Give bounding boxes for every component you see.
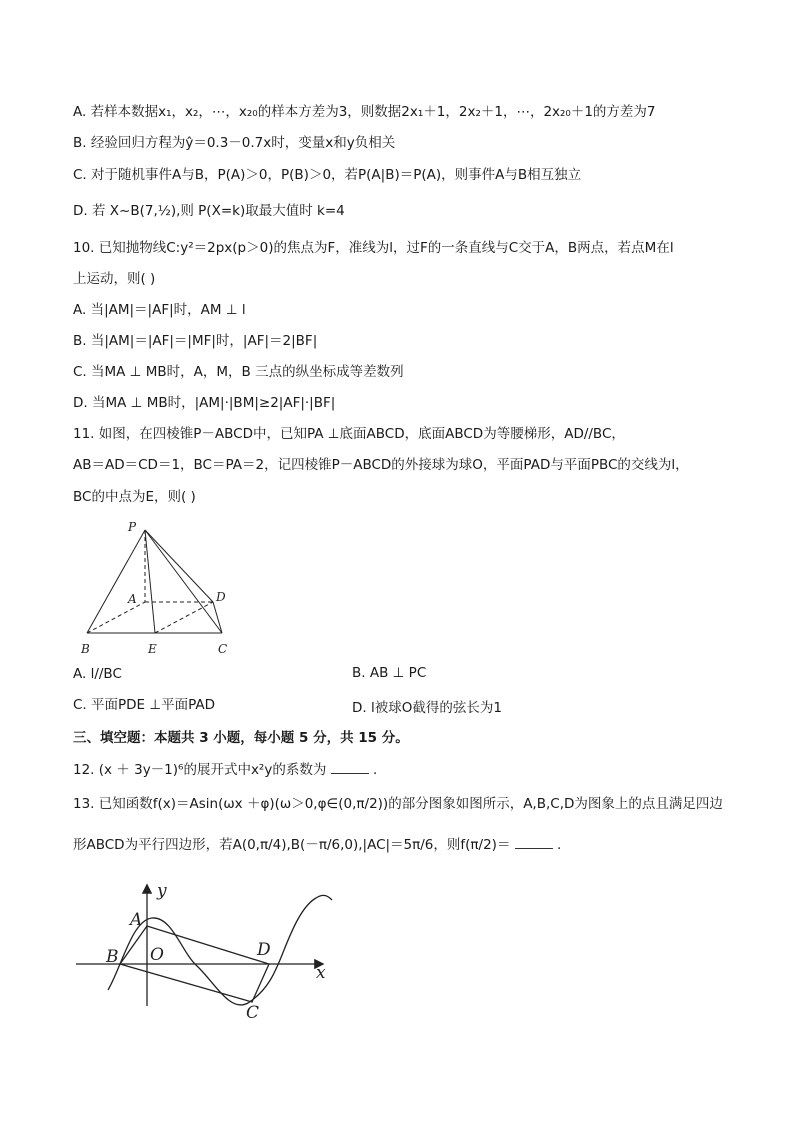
sine-graph-figure (70, 878, 340, 1023)
q12-answer-blank[interactable] (331, 761, 369, 774)
q11-option-c: C. 平面PDE ⊥平面PAD (73, 697, 216, 713)
label-a: A (128, 592, 137, 606)
label-b: B (81, 642, 90, 656)
label-c: C (218, 642, 228, 656)
label-e: E (148, 642, 157, 656)
q10-option-b: B. 当|AM|＝|AF|＝|MF|时，|AF|＝2|BF| (73, 333, 318, 349)
q9-option-c: C. 对于随机事件A与B，P(A)＞0，P(B)＞0，若P(A|B)＝P(A)，则事件A与B相互独立 (73, 167, 582, 183)
section-3-heading: 三、填空题：本题共 3 小题，每小题 5 分，共 15 分。 (73, 730, 409, 746)
q10-option-c: C. 当MA ⊥ MB时，A，M，B 三点的纵坐标成等差数列 (73, 364, 404, 380)
q10-stem-line2: 上运动，则( ) (73, 271, 156, 287)
q12-end: . (372, 762, 378, 778)
q13-line2 (73, 836, 561, 854)
q13-end: . (557, 837, 562, 853)
q10-option-d: D. 当MA ⊥ MB时，|AM|·|BM|≥2|AF|·|BF| (73, 395, 336, 411)
label-d-point: D (257, 940, 271, 960)
q13-answer-blank[interactable] (515, 836, 553, 849)
q11-stem-line3: BC的中点为E，则( ) (73, 489, 196, 505)
q13-stem-line2: 形ABCD为平行四边形，若A(0,π/4),B(－π/6,0),|AC|＝5π/6，则f(π/2)＝ (73, 837, 511, 853)
q9-option-b: B. 经验回归方程为ŷ＝0.3－0.7x时，变量x和y负相关 (73, 135, 396, 151)
label-c-point: C (246, 1003, 260, 1023)
q11-option-a: A. l//BC (73, 666, 122, 682)
pyramid-figure (75, 515, 245, 660)
label-d: D (216, 590, 226, 604)
label-o: O (150, 945, 164, 965)
label-y: y (157, 881, 167, 901)
q11-stem-line1: 11. 如图，在四棱锥P－ABCD中，已知PA ⊥底面ABCD，底面ABCD为等腰梯形，AD//BC， (73, 426, 625, 442)
q11-option-b: B. AB ⊥ PC (352, 665, 427, 681)
q9-option-d: D. 若 X~B(7,½),则 P(X=k)取最大值时 k=4 (73, 203, 345, 219)
label-x: x (316, 963, 326, 983)
label-p: P (128, 520, 137, 534)
label-b-point: B (106, 947, 119, 967)
q12-line (73, 761, 377, 779)
q11-stem-line2: AB＝AD＝CD＝1，BC＝PA＝2，记四棱锥P－ABCD的外接球为球O，平面PAD与平面PBC的交线为l， (73, 457, 689, 473)
q10-stem-line1: 10. 已知抛物线C:y²＝2px(p＞0)的焦点为F，准线为l，过F的一条直线与C交于A，B两点，若点M在l (73, 240, 674, 256)
q9-option-a: A. 若样本数据x₁，x₂，⋯，x₂₀的样本方差为3，则数据2x₁＋1，2x₂＋1，⋯，2x₂₀＋1的方差为7 (73, 104, 656, 120)
q13-stem-line1: 13. 已知函数f(x)＝Asin(ωx ＋φ)(ω＞0,φ∈(0,π/2))的部分图象如图所示，A,B,C,D为图象上的点且满足四边 (73, 796, 723, 812)
label-a-point: A (130, 910, 143, 930)
q12-text: 12. (x ＋ 3y－1)⁶的展开式中x²y的系数为 (73, 762, 327, 778)
q10-option-a: A. 当|AM|＝|AF|时，AM ⊥ l (73, 302, 246, 318)
q11-option-d: D. l被球O截得的弦长为1 (352, 700, 502, 716)
